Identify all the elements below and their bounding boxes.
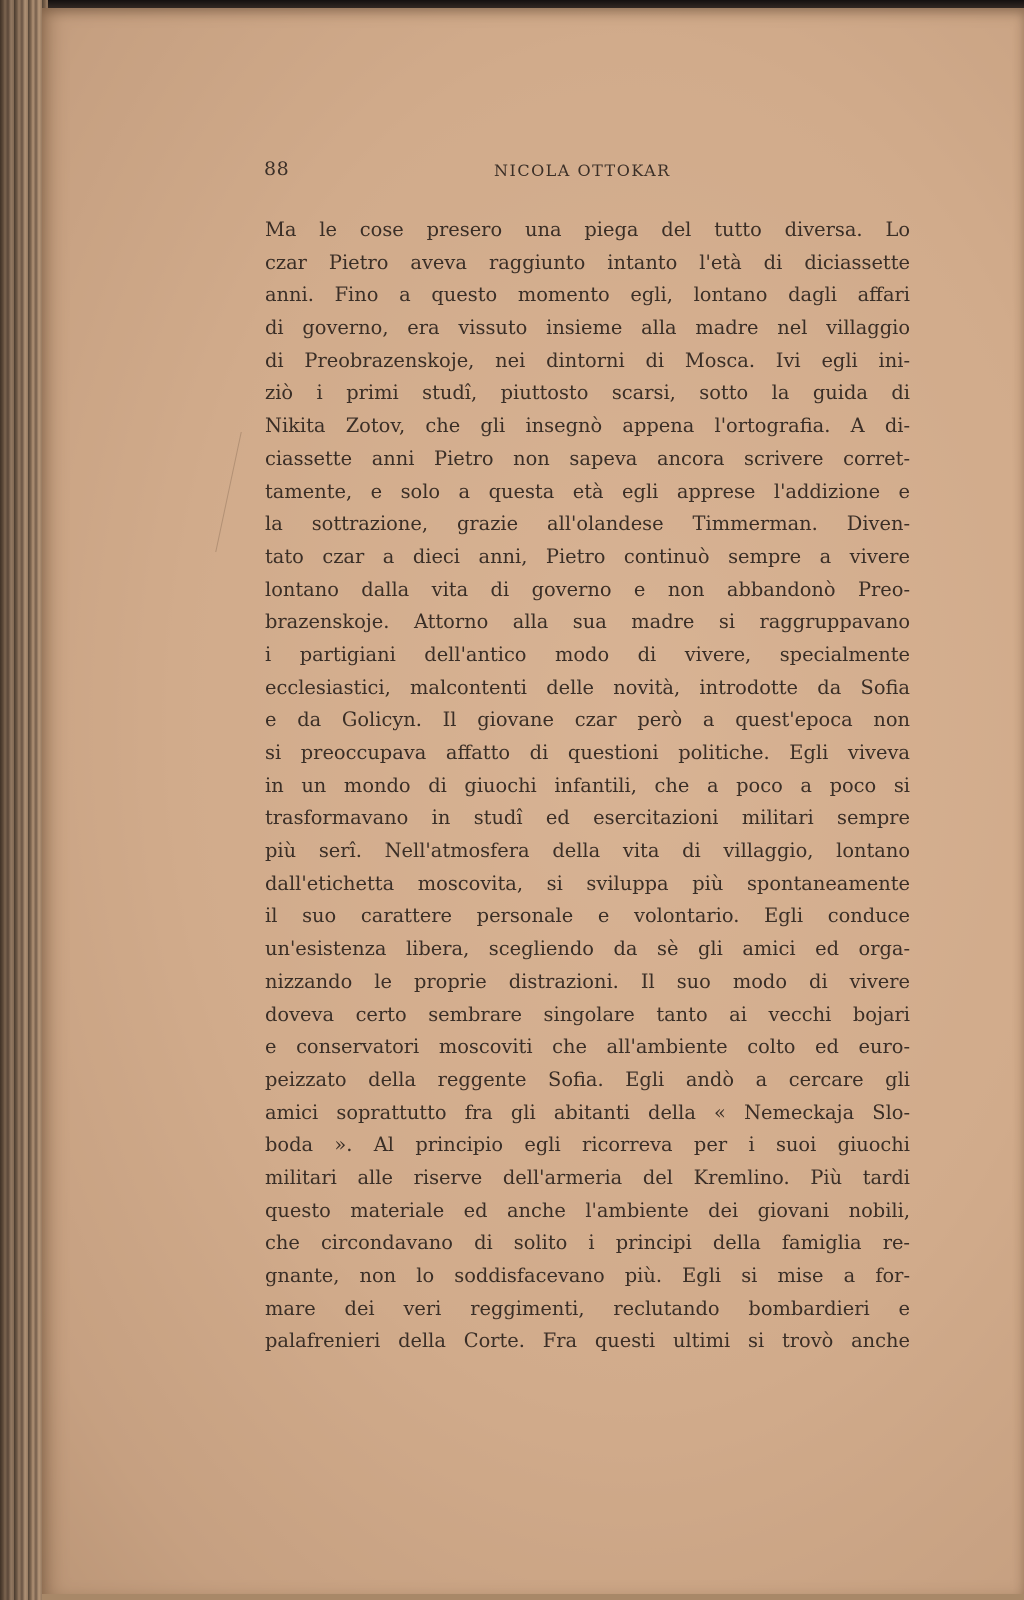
body-text [265,214,910,1358]
text-line: Nikita Zotov, che gli insegnò appena l'ortografia. A di- [265,414,910,438]
page-number: 88 [264,158,290,180]
text-line: si preoccupava affatto di questioni politiche. Egli viveva [265,741,910,764]
text-line: brazenskoje. Attorno alla sua madre si raggruppavano [265,610,910,634]
text-line: tato czar a dieci anni, Pietro continuò sempre a vivere [265,544,910,568]
text-line: boda ». Al principio egli ricorreva per i suoi giuochi [265,1133,910,1157]
text-line: trasformavano in studî ed esercitazioni militari sempre [265,806,910,830]
running-title: NICOLA OTTOKAR [494,161,671,180]
text-line: nizzando le proprie distrazioni. Il suo modo di vivere [265,969,910,993]
text-line: più serî. Nell'atmosfera della vita di villaggio, lontano [265,839,910,863]
text-line: i partigiani dell'antico modo di vivere, specialmente [265,642,910,666]
text-line: il suo carattere personale e volontario. Egli conduce [265,904,910,928]
text-line: e conservatori moscoviti che all'ambiente colto ed euro- [265,1035,910,1059]
text-line: peizzato della reggente Sofia. Egli andò a cercare gli [265,1067,910,1091]
text-line: dall'etichetta moscovita, si sviluppa più spontaneamente [265,871,910,895]
text-line: e da Golicyn. Il giovane czar però a quest'epoca non [265,708,910,732]
text-line: questo materiale ed anche l'ambiente dei giovani nobili, [265,1198,910,1222]
text-line: czar Pietro aveva raggiunto intanto l'età di diciassette [265,250,910,274]
bottom-edge [42,1594,1024,1600]
text-line: un'esistenza libera, scegliendo da sè gli amici ed orga- [265,937,910,961]
running-head [264,158,894,188]
text-line: doveva certo sembrare singolare tanto ai vecchi bojari [265,1002,910,1026]
spine-shadow [0,0,48,1600]
text-line: Ma le cose presero una piega del tutto diversa. Lo [265,218,910,241]
text-line: che circondavano di solito i principi della famiglia re- [265,1231,910,1255]
text-line: ecclesiastici, malcontenti delle novità, introdotte da Sofia [265,675,910,699]
text-line: militari alle riserve dell'armeria del Kremlino. Più tardi [265,1165,910,1189]
text-line: in un mondo di giuochi infantili, che a poco a poco si [265,773,910,797]
text-line: amici soprattutto fra gli abitanti della « Nemeckaja Slo- [265,1100,910,1124]
text-line: anni. Fino a questo momento egli, lontano dagli affari [265,283,910,307]
text-line: gnante, non lo soddisfacevano più. Egli si mise a for- [265,1264,910,1287]
text-line: palafrenieri della Corte. Fra questi ultimi si trovò anche [265,1329,910,1353]
text-line: la sottrazione, grazie all'olandese Timmerman. Diven- [265,512,910,536]
text-line: mare dei veri reggimenti, reclutando bombardieri e [265,1296,910,1320]
text-line: di Preobrazenskoje, nei dintorni di Mosca. Ivi egli ini- [265,348,910,372]
text-line: ciassette anni Pietro non sapeva ancora scrivere corret- [265,446,910,470]
text-line: tamente, e solo a questa età egli apprese l'addizione e [265,479,910,503]
text-line: di governo, era vissuto insieme alla madre nel villaggio [265,316,910,340]
text-line: lontano dalla vita di governo e non abbandonò Preo- [265,577,910,601]
text-line: ziò i primi studî, piuttosto scarsi, sotto la guida di [265,381,910,405]
